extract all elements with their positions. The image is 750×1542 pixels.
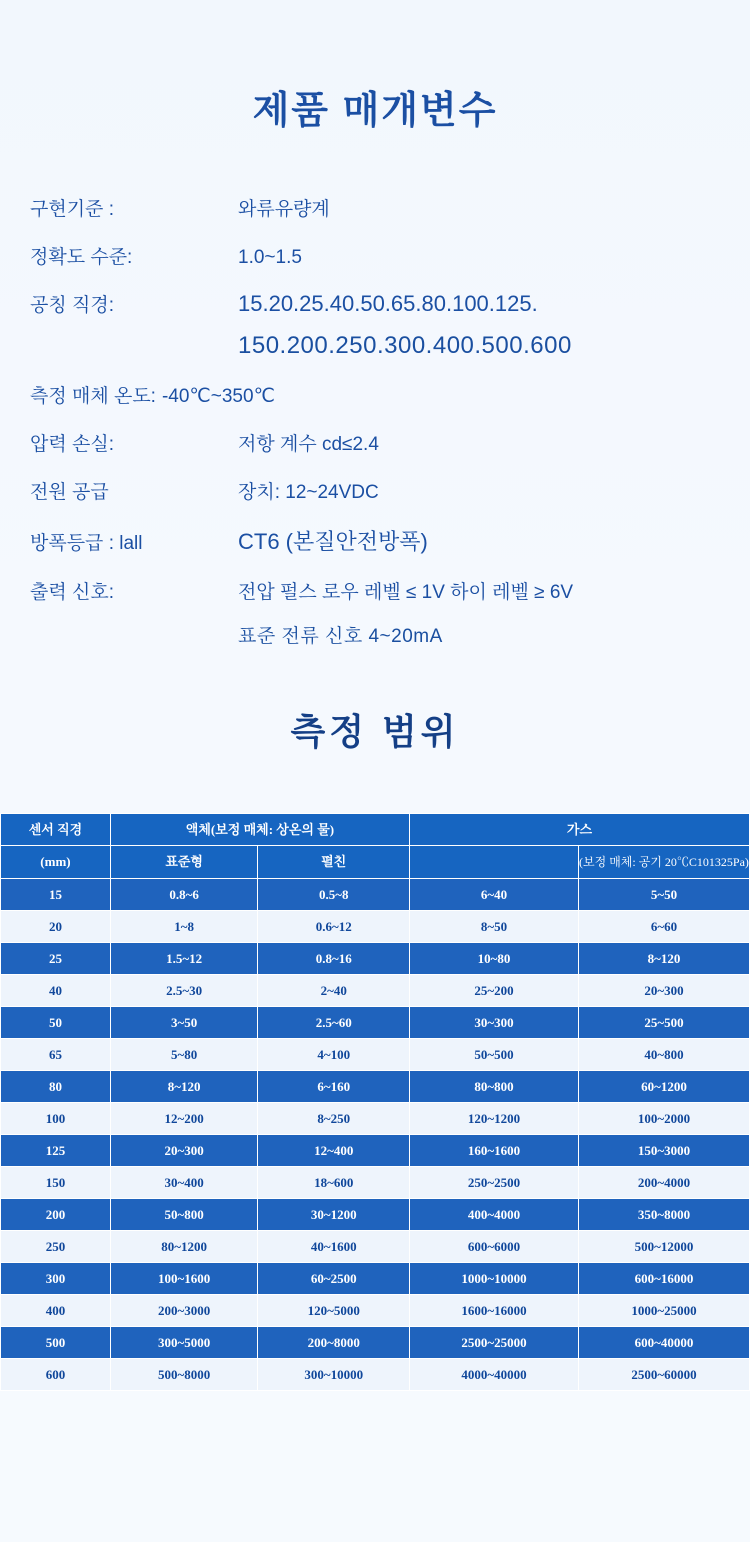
cell-liquid-expanded: 8~250 <box>258 1103 410 1135</box>
cell-gas-standard: 1600~16000 <box>409 1295 578 1327</box>
table-row <box>1 943 750 975</box>
cell-diameter: 250 <box>1 1231 111 1263</box>
spec-value: 1.0~1.5 <box>238 247 302 268</box>
cell-gas-standard: 6~40 <box>409 879 578 911</box>
cell-liquid-standard: 200~3000 <box>110 1295 258 1327</box>
spec-row-explosion-proof <box>30 525 750 556</box>
cell-diameter: 125 <box>1 1135 111 1167</box>
cell-liquid-expanded: 0.6~12 <box>258 911 410 943</box>
th-unit-mm: (mm) <box>1 846 111 879</box>
cell-gas-standard: 50~500 <box>409 1039 578 1071</box>
section-title-measuring-range: 측정 범위 <box>290 711 460 752</box>
cell-diameter: 300 <box>1 1263 111 1295</box>
table-row <box>1 1295 750 1327</box>
cell-liquid-standard: 300~5000 <box>110 1327 258 1359</box>
cell-liquid-expanded: 4~100 <box>258 1039 410 1071</box>
th-liquid: 액체(보정 매체: 상온의 물) <box>110 814 409 846</box>
cell-diameter: 50 <box>1 1007 111 1039</box>
th-expanded-type: 펼친 <box>258 846 410 879</box>
spec-value: 15.20.25.40.50.65.80.100.125. <box>238 291 538 316</box>
table-row <box>1 1263 750 1295</box>
table-row <box>1 1007 750 1039</box>
cell-gas-expanded: 100~2000 <box>578 1103 749 1135</box>
cell-liquid-standard: 5~80 <box>110 1039 258 1071</box>
cell-diameter: 40 <box>1 975 111 1007</box>
table-row <box>1 1231 750 1263</box>
spec-label: 출력 신호: <box>30 582 114 603</box>
cell-liquid-standard: 2.5~30 <box>110 975 258 1007</box>
table-subheader-row <box>1 846 750 879</box>
cell-liquid-standard: 30~400 <box>110 1167 258 1199</box>
cell-diameter: 25 <box>1 943 111 975</box>
spec-label: 압력 손실: <box>30 434 114 455</box>
spec-row-power-supply <box>30 477 750 504</box>
cell-gas-expanded: 25~500 <box>578 1007 749 1039</box>
cell-gas-standard: 80~800 <box>409 1071 578 1103</box>
cell-diameter: 80 <box>1 1071 111 1103</box>
table-row <box>1 1135 750 1167</box>
cell-liquid-expanded: 30~1200 <box>258 1199 410 1231</box>
cell-gas-expanded: 8~120 <box>578 943 749 975</box>
cell-liquid-expanded: 40~1600 <box>258 1231 410 1263</box>
cell-liquid-expanded: 60~2500 <box>258 1263 410 1295</box>
cell-gas-standard: 250~2500 <box>409 1167 578 1199</box>
th-sensor-diameter: 센서 직경 <box>1 814 111 846</box>
measuring-range-table <box>0 813 750 1391</box>
cell-liquid-expanded: 18~600 <box>258 1167 410 1199</box>
cell-gas-expanded: 350~8000 <box>578 1199 749 1231</box>
cell-gas-standard: 8~50 <box>409 911 578 943</box>
cell-gas-standard: 600~6000 <box>409 1231 578 1263</box>
spec-row-output-signal <box>30 577 750 604</box>
spec-value: 전압 펄스 로우 레벨 ≤ 1V 하이 레벨 ≥ 6V <box>238 582 574 603</box>
cell-gas-standard: 30~300 <box>409 1007 578 1039</box>
cell-diameter: 65 <box>1 1039 111 1071</box>
spec-label: 정확도 수준: <box>30 247 133 268</box>
cell-liquid-expanded: 200~8000 <box>258 1327 410 1359</box>
cell-diameter: 600 <box>1 1359 111 1391</box>
cell-diameter: 200 <box>1 1199 111 1231</box>
spec-value-continued: 150.200.250.300.400.500.600 <box>238 332 572 359</box>
cell-gas-standard: 4000~40000 <box>409 1359 578 1391</box>
table-row <box>1 1039 750 1071</box>
cell-liquid-standard: 20~300 <box>110 1135 258 1167</box>
spec-label: 공칭 직경: <box>30 295 114 316</box>
cell-gas-expanded: 40~800 <box>578 1039 749 1071</box>
spec-row-nominal-diameter <box>30 290 750 317</box>
cell-liquid-standard: 50~800 <box>110 1199 258 1231</box>
cell-diameter: 20 <box>1 911 111 943</box>
table-row <box>1 1103 750 1135</box>
spec-list <box>0 194 750 648</box>
th-gas: 가스 <box>409 814 749 846</box>
table-row <box>1 1167 750 1199</box>
cell-diameter: 400 <box>1 1295 111 1327</box>
cell-gas-standard: 25~200 <box>409 975 578 1007</box>
table-header-row <box>1 814 750 846</box>
cell-liquid-expanded: 12~400 <box>258 1135 410 1167</box>
spec-row-accuracy <box>30 242 750 269</box>
cell-liquid-standard: 100~1600 <box>110 1263 258 1295</box>
table-row <box>1 1327 750 1359</box>
cell-liquid-expanded: 6~160 <box>258 1071 410 1103</box>
th-gas-note: (보정 매체: 공기 20℃C101325Pa) <box>578 846 749 879</box>
cell-liquid-standard: 8~120 <box>110 1071 258 1103</box>
cell-liquid-standard: 1.5~12 <box>110 943 258 975</box>
cell-liquid-standard: 0.8~6 <box>110 879 258 911</box>
cell-liquid-standard: 1~8 <box>110 911 258 943</box>
cell-liquid-standard: 12~200 <box>110 1103 258 1135</box>
cell-liquid-standard: 500~8000 <box>110 1359 258 1391</box>
spec-value: 장치: 12~24VDC <box>238 482 379 503</box>
cell-gas-expanded: 600~40000 <box>578 1327 749 1359</box>
cell-gas-expanded: 20~300 <box>578 975 749 1007</box>
spec-row-medium-temperature <box>30 381 750 408</box>
spec-label: 전원 공급 <box>30 482 109 503</box>
th-gas-blank <box>409 846 578 879</box>
cell-gas-standard: 1000~10000 <box>409 1263 578 1295</box>
cell-gas-standard: 400~4000 <box>409 1199 578 1231</box>
cell-gas-expanded: 600~16000 <box>578 1263 749 1295</box>
spec-value-continued: 표준 전류 신호 4~20mA <box>238 626 443 647</box>
table-row <box>1 1071 750 1103</box>
spec-label: 방폭등급 : lall <box>30 533 143 554</box>
cell-liquid-standard: 3~50 <box>110 1007 258 1039</box>
spec-value: -40℃~350℃ <box>161 386 275 407</box>
spec-row-pressure-loss <box>30 429 750 456</box>
table-row <box>1 1199 750 1231</box>
cell-gas-standard: 160~1600 <box>409 1135 578 1167</box>
cell-liquid-standard: 80~1200 <box>110 1231 258 1263</box>
cell-gas-expanded: 6~60 <box>578 911 749 943</box>
cell-gas-expanded: 5~50 <box>578 879 749 911</box>
cell-liquid-expanded: 0.8~16 <box>258 943 410 975</box>
cell-diameter: 15 <box>1 879 111 911</box>
page-title: 제품 매개변수 <box>252 90 498 132</box>
cell-gas-expanded: 150~3000 <box>578 1135 749 1167</box>
cell-diameter: 100 <box>1 1103 111 1135</box>
table-row <box>1 1359 750 1391</box>
cell-diameter: 500 <box>1 1327 111 1359</box>
cell-gas-standard: 2500~25000 <box>409 1327 578 1359</box>
th-standard-type: 표준형 <box>110 846 258 879</box>
spec-label: 구현기준 : <box>30 199 114 220</box>
cell-gas-standard: 120~1200 <box>409 1103 578 1135</box>
spec-value: CT6 (본질안전방폭) <box>238 529 428 554</box>
cell-liquid-expanded: 0.5~8 <box>258 879 410 911</box>
table-row <box>1 975 750 1007</box>
cell-gas-expanded: 500~12000 <box>578 1231 749 1263</box>
spec-label: 측정 매체 온도: <box>30 386 156 407</box>
table-row <box>1 879 750 911</box>
cell-liquid-expanded: 120~5000 <box>258 1295 410 1327</box>
cell-gas-expanded: 1000~25000 <box>578 1295 749 1327</box>
table-body <box>1 879 750 1391</box>
cell-diameter: 150 <box>1 1167 111 1199</box>
cell-gas-expanded: 200~4000 <box>578 1167 749 1199</box>
cell-gas-expanded: 2500~60000 <box>578 1359 749 1391</box>
cell-gas-standard: 10~80 <box>409 943 578 975</box>
spec-row-standard <box>30 194 750 221</box>
spec-value: 저항 계수 cd≤2.4 <box>238 434 379 455</box>
table-row <box>1 911 750 943</box>
spec-value: 와류유량계 <box>238 199 330 220</box>
cell-liquid-expanded: 2.5~60 <box>258 1007 410 1039</box>
cell-liquid-expanded: 300~10000 <box>258 1359 410 1391</box>
cell-liquid-expanded: 2~40 <box>258 975 410 1007</box>
cell-gas-expanded: 60~1200 <box>578 1071 749 1103</box>
